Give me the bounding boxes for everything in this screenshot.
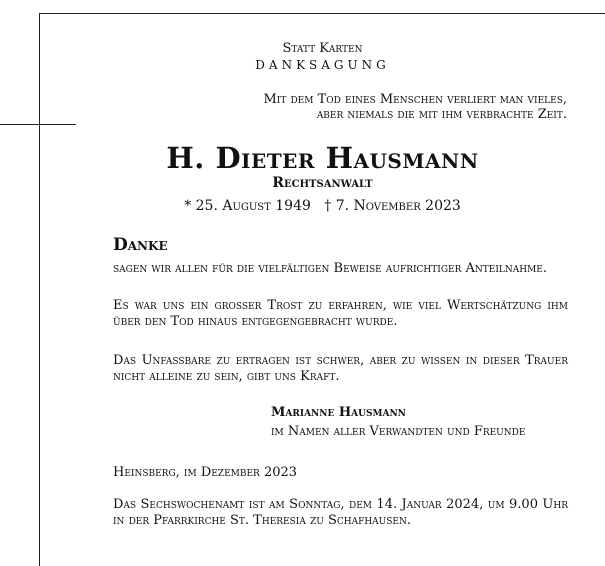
danke-heading: Danke <box>113 235 168 255</box>
danksagung-label: DANKSAGUNG <box>255 58 390 72</box>
quote-line-1: Mit dem Tod eines Menschen verliert man vieles, <box>263 92 567 107</box>
quote-line-2: aber niemals die mit ihm verbrachte Zeit. <box>316 107 567 122</box>
signature-name: Marianne Hausmann <box>271 405 406 420</box>
memorial-quote <box>263 92 567 122</box>
life-dates: * 25. August 1949 † 7. November 2023 <box>184 198 461 214</box>
deceased-profession: Rechtsanwalt <box>272 175 373 191</box>
frame-left-line-lower <box>39 165 40 566</box>
cross-horizontal-bar <box>0 124 76 125</box>
deceased-name: H. Dieter Hausmann <box>166 141 479 175</box>
frame-top-line <box>39 13 605 14</box>
thanks-paragraph-2: Es war uns ein grosser Trost zu erfahren, wie viel Wertschätzung ihm über den Tod hinaus entgegengebracht wurde. <box>113 298 568 329</box>
signature-subline: im Namen aller Verwandten und Freunde <box>271 424 526 439</box>
thanks-paragraph-1: sagen wir allen für die vielfältigen Beweise aufrichtiger Anteilnahme. <box>113 261 548 276</box>
mass-notice: Das Sechswochenamt ist am Sonntag, dem 14. Januar 2024, um 9.00 Uhr in der Pfarrkirche St. Theresia zu Schafhausen. <box>113 497 568 528</box>
place-and-date: Heinsberg, im Dezember 2023 <box>113 465 298 480</box>
thanks-paragraph-3: Das Unfassbare zu ertragen ist schwer, aber zu wissen in dieser Trauer nicht alleine zu sein, gibt uns Kraft. <box>113 353 568 384</box>
statt-karten-label: Statt Karten <box>282 41 363 56</box>
